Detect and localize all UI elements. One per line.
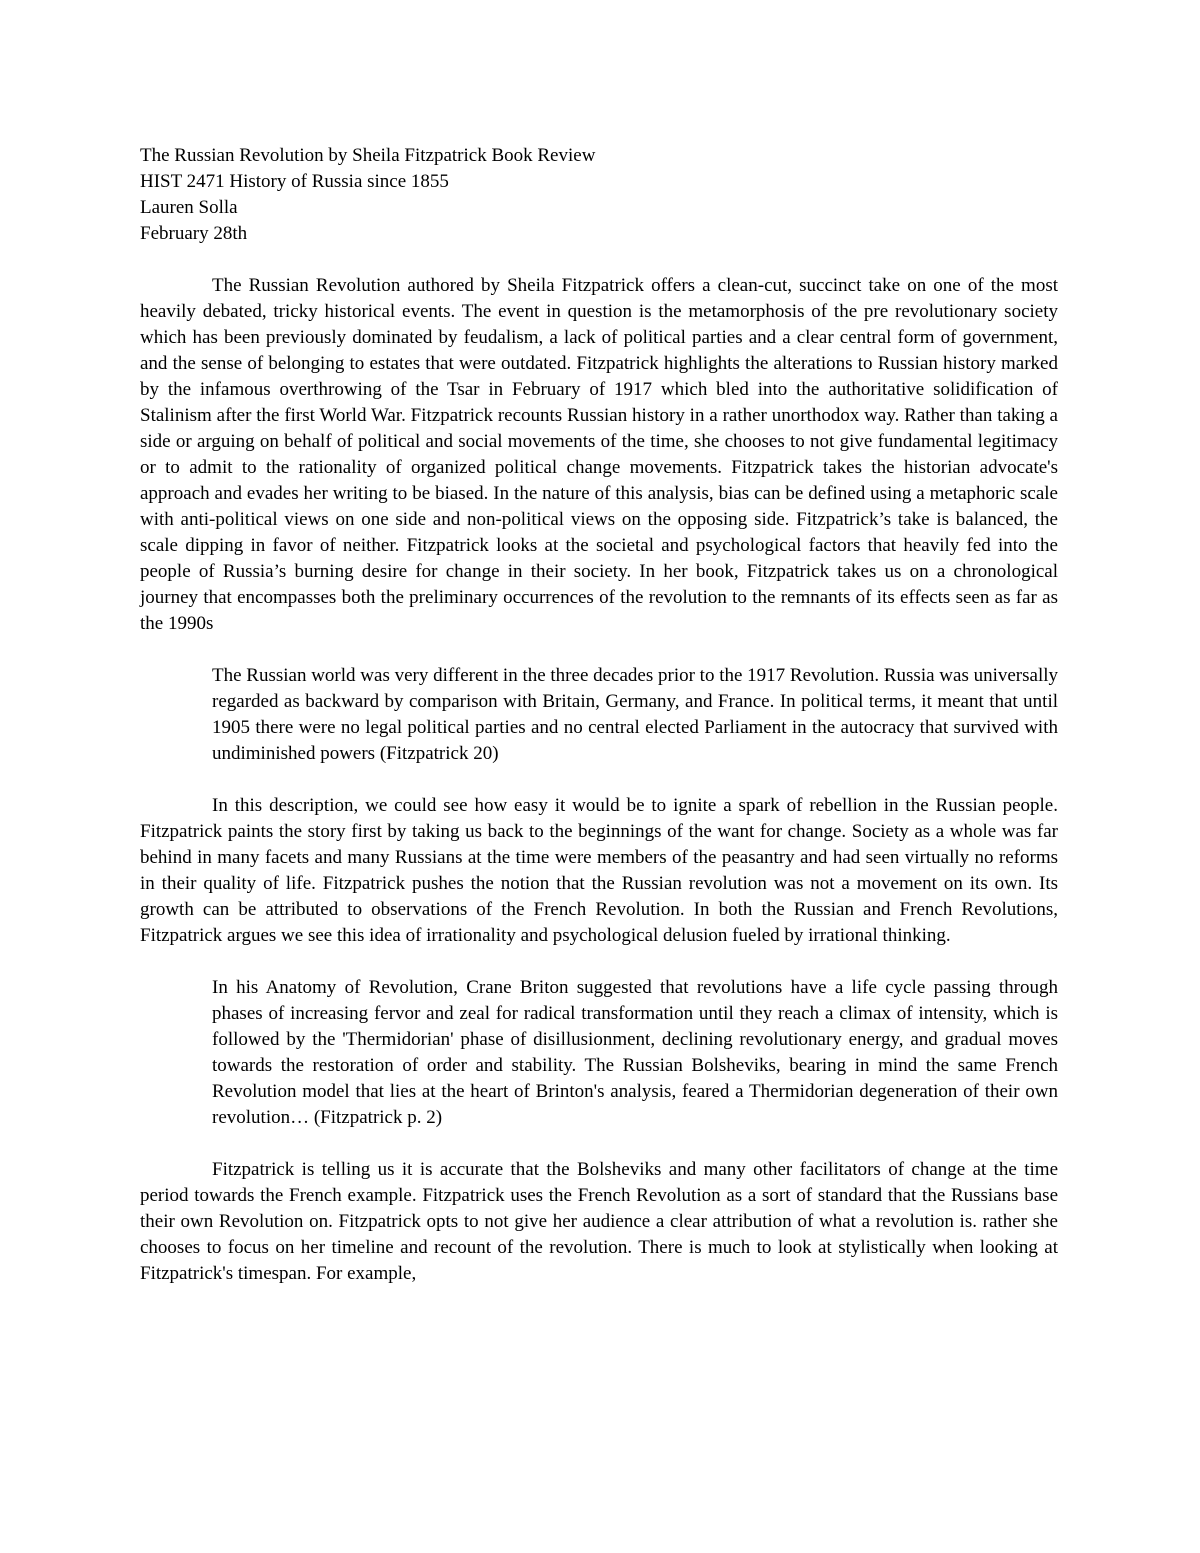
body-paragraph: In this description, we could see how easy it would be to ignite a spark of rebellion in the Russian people. Fitzpatrick paints the story first by taking us back to the beginnings of the want for change. Society as a whole was far behind in many facets and many Russians at the time were members of the peasantry and had seen virtually no reforms in their quality of life. Fitzpatrick pushes the notion that the Russian revolution was not a movement on its own. Its growth can be attributed to observations of the French Revolution. In both the Russian and French Revolutions, Fitzpatrick argues we see this idea of irrationality and psychological delusion fueled by irrational thinking. [140,795,1058,946]
block-quote: The Russian world was very different in the three decades prior to the 1917 Revolution. Russia was universally regarded as backward by comparison with Britain, Germany, and France. In political terms, it meant that until 1905 there were no legal political parties and no central elected Parliament in the autocracy that survived with undiminished powers (Fitzpatrick 20) [212,665,1059,764]
body-paragraph: Fitzpatrick is telling us it is accurate that the Bolsheviks and many other facilitators of change at the time period towards the French example. Fitzpatrick uses the French Revolution as a sort of standard that the Russians base their own Revolution on. Fitzpatrick opts to not give her audience a clear attribution of what a revolution is. rather she chooses to focus on her timeline and recount of the revolution. There is much to look at stylistically when looking at Fitzpatrick's timespan. For example, [140,1159,1058,1284]
body-paragraph: The Russian Revolution authored by Sheila Fitzpatrick offers a clean-cut, succinct take on one of the most heavily debated, tricky historical events. The event in question is the metamorphosis of the pre revolutionary society which has been previously dominated by feudalism, a lack of political parties and a clear central form of government, and the sense of belonging to estates that were outdated. Fitzpatrick highlights the alterations to Russian history marked by the infamous overthrowing of the Tsar in February of 1917 which bled into the authoritative solidification of Stalinism after the first World War. Fitzpatrick recounts Russian history in a rather unorthodox way. Rather than taking a side or arguing on behalf of political and social movements of the time, she chooses to not give fundamental legitimacy or to admit to the rationality of organized political change movements. Fitzpatrick takes the historian advocate's approach and evades her writing to be biased. In the nature of this analysis, bias can be defined using a metaphoric scale with anti-political views on one side and non-political views on the opposing side. Fitzpatrick’s take is balanced, the scale dipping in favor of neither. Fitzpatrick looks at the societal and psychological factors that heavily fed into the people of Russia’s burning desire for change in their society. In her book, Fitzpatrick takes us on a chronological journey that encompasses both the preliminary occurrences of the revolution to the remnants of its effects seen as far as the 1990s [140,275,1058,634]
author-name: Lauren Solla [140,197,238,218]
document-date: February 28th [140,223,248,244]
document-title: The Russian Revolution by Sheila Fitzpatrick Book Review [140,145,596,166]
document-header [140,143,1080,247]
block-quote: In his Anatomy of Revolution, Crane Briton suggested that revolutions have a life cycle passing through phases of increasing fervor and zeal for radical transformation until they reach a climax of intensity, which is followed by the 'Thermidorian' phase of disillusionment, declining revolutionary energy, and gradual moves towards the restoration of order and stability. The Russian Bolsheviks, bearing in mind the same French Revolution model that lies at the heart of Brinton's analysis, feared a Thermidorian degeneration of their own revolution… (Fitzpatrick p. 2) [212,977,1058,1128]
document-body [140,273,1058,1287]
course-name: HIST 2471 History of Russia since 1855 [140,171,449,192]
